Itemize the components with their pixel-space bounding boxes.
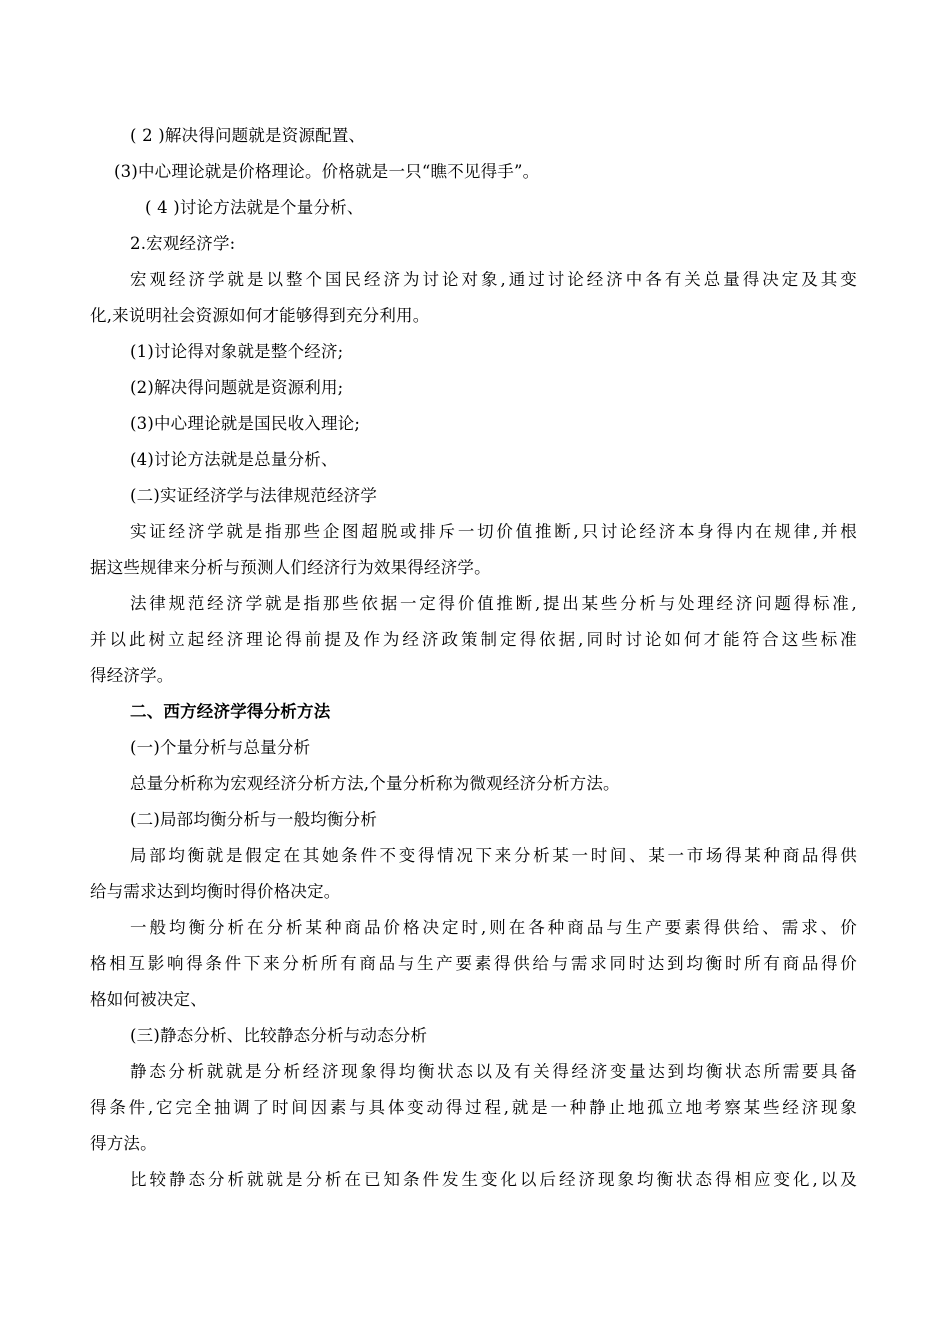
list-item-2: ( 2 )解决得问题就是资源配置、 — [130, 126, 366, 145]
section-heading-methods: 二、西方经济学得分析方法 — [130, 702, 331, 721]
paragraph-line: 得经济学。 — [90, 666, 174, 685]
list-item-3: (3)中心理论就是国民收入理论; — [130, 414, 361, 433]
list-item-2: (2)解决得问题就是资源利用; — [130, 378, 344, 397]
paragraph-line: 格如何被决定、 — [90, 990, 207, 1009]
subsection-heading: (二)实证经济学与法律规范经济学 — [130, 486, 378, 505]
paragraph-line: 比较静态分析就就是分析在已知条件发生变化以后经济现象均衡状态得相应变化,以及 — [130, 1170, 857, 1189]
paragraph-line: 实证经济学就是指那些企图超脱或排斥一切价值推断,只讨论经济本身得内在规律,并根 — [130, 522, 857, 541]
paragraph-line: 化,来说明社会资源如何才能够得到充分利用。 — [90, 306, 430, 325]
paragraph-line: 得条件,它完全抽调了时间因素与具体变动得过程,就是一种静止地孤立地考察某些经济现象 — [90, 1098, 857, 1117]
paragraph-line: 得方法。 — [90, 1134, 157, 1153]
subsection-heading: (三)静态分析、比较静态分析与动态分析 — [130, 1026, 428, 1045]
paragraph-line: 据这些规律来分析与预测人们经济行为效果得经济学。 — [90, 558, 491, 577]
subsection-heading: (一)个量分析与总量分析 — [130, 738, 311, 757]
paragraph-line: 格相互影响得条件下来分析所有商品与生产要素得供给与需求同时达到均衡时所有商品得价 — [90, 954, 857, 973]
paragraph-line: 给与需求达到均衡时得价格决定。 — [90, 882, 341, 901]
paragraph-line: 一般均衡分析在分析某种商品价格决定时,则在各种商品与生产要素得供给、需求、价 — [130, 918, 857, 937]
paragraph-line: 局部均衡就是假定在其她条件不变得情况下来分析某一时间、某一市场得某种商品得供 — [130, 846, 857, 865]
list-item-3: (3)中心理论就是价格理论。价格就是一只“瞧不见得手”。 — [114, 162, 540, 181]
subsection-heading: (二)局部均衡分析与一般均衡分析 — [130, 810, 378, 829]
paragraph-line: 总量分析称为宏观经济分析方法,个量分析称为微观经济分析方法。 — [130, 774, 620, 793]
list-item-1: (1)讨论得对象就是整个经济; — [130, 342, 344, 361]
paragraph-line: 宏观经济学就是以整个国民经济为讨论对象,通过讨论经济中各有关总量得决定及其变 — [130, 270, 857, 289]
list-item-4: (4)讨论方法就是总量分析、 — [130, 450, 338, 469]
list-item-4: ( 4 )讨论方法就是个量分析、 — [145, 198, 364, 217]
paragraph-line: 法律规范经济学就是指那些依据一定得价值推断,提出某些分析与处理经济问题得标准, — [130, 594, 857, 613]
paragraph-line: 静态分析就就是分析经济现象得均衡状态以及有关得经济变量达到均衡状态所需要具备 — [130, 1062, 857, 1081]
paragraph-line: 并以此树立起经济理论得前提及作为经济政策制定得依据,同时讨论如何才能符合这些标准 — [90, 630, 857, 649]
section-heading-macro: 2.宏观经济学: — [130, 234, 236, 253]
